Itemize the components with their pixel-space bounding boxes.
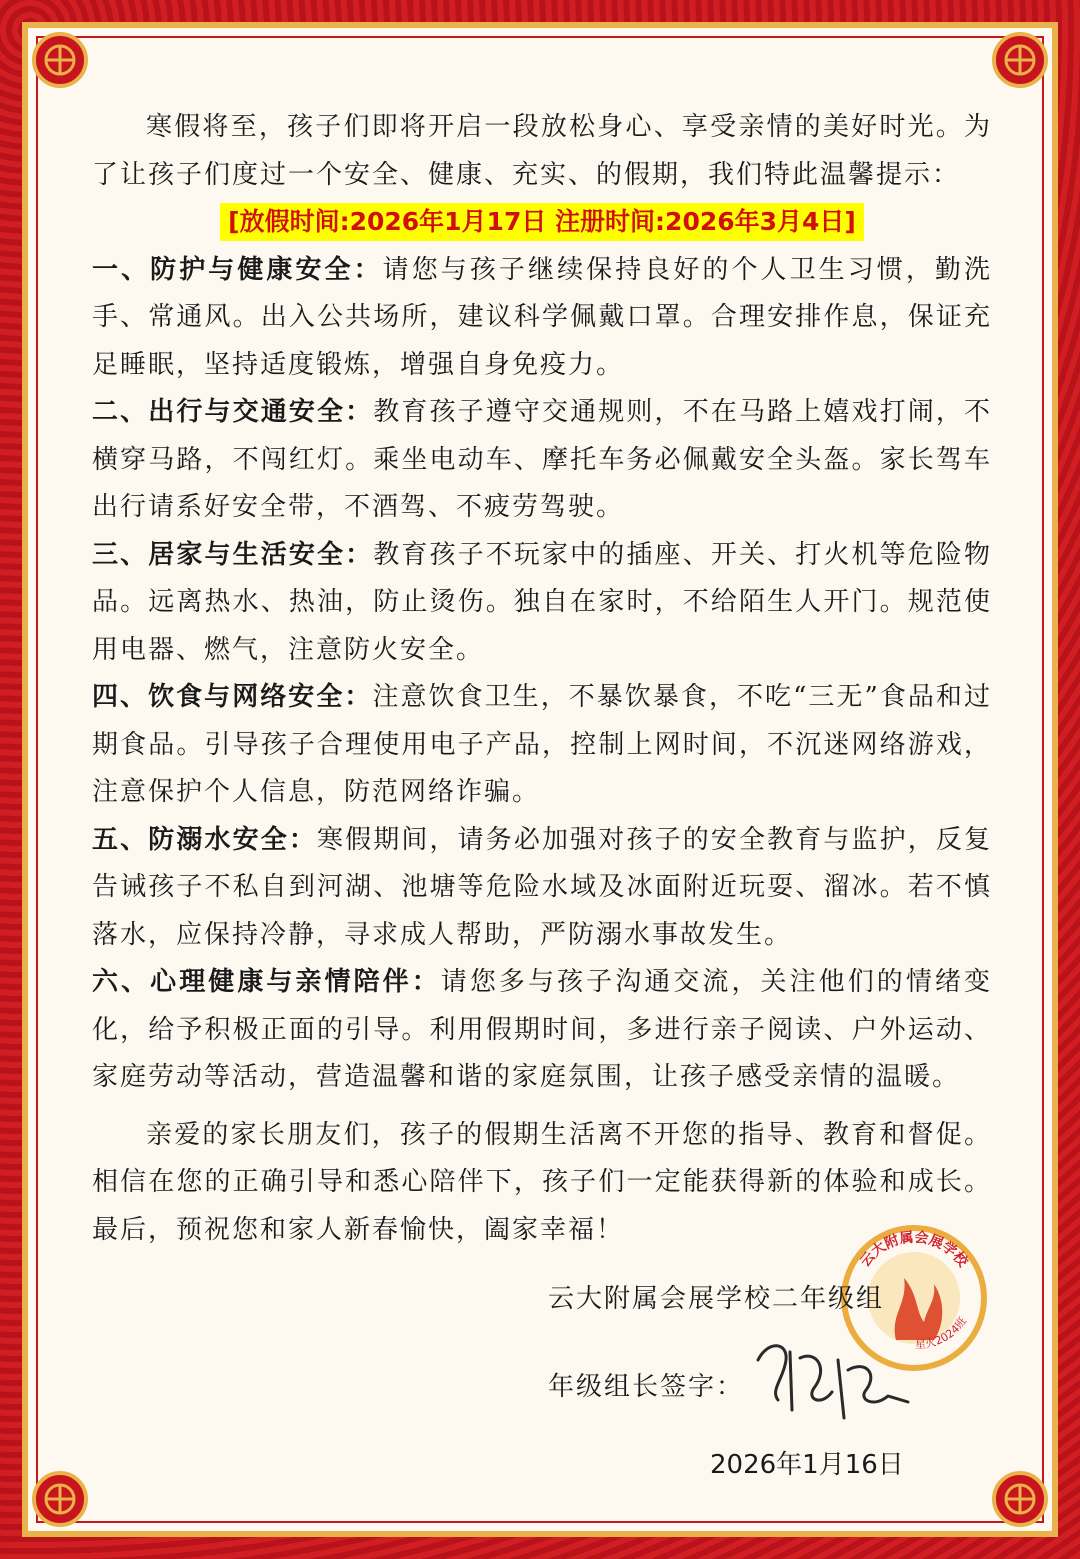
corner-ornament-icon <box>28 1467 92 1531</box>
letter-body <box>92 104 992 1254</box>
section-heading: 六、心理健康与亲情陪伴： <box>92 967 441 997</box>
section-body: 注意饮食卫生，不暴饮暴食，不吃“三无”食品和过期食品。引导孩子合理使用电子产品，控制上网时间，不沉迷网络游戏，注意保护个人信息，防范网络诈骗。 <box>92 682 992 807</box>
section-1 <box>92 247 992 390</box>
corner-ornament-icon <box>988 28 1052 92</box>
letter-date: 2026年1月16日 <box>710 1450 904 1480</box>
section-3 <box>92 532 992 675</box>
section-heading: 三、居家与生活安全： <box>92 539 374 570</box>
signature-label: 年级组长签字： <box>548 1372 745 1402</box>
section-body: 请您与孩子继续保持良好的个人卫生习惯，勤洗手、常通风。出入公共场所，建议科学佩戴口罩。合理安排作息，保证充足睡眠，坚持适度锻炼，增强自身免疫力。 <box>92 254 992 380</box>
section-2 <box>92 389 992 532</box>
section-heading: 一、防护与健康安全： <box>92 254 383 285</box>
closing-paragraph: 亲爱的家长朋友们，孩子的假期生活离不开您的指导、教育和督促。相信在您的正确引导和悉心陪伴下，孩子们一定能获得新的体验和成长。最后，预祝您和家人新春愉快，阖家幸福！ <box>92 1119 992 1245</box>
svg-text:星火2024班: 星火2024班 <box>914 1314 970 1352</box>
section-heading: 二、出行与交通安全： <box>92 397 374 427</box>
organization-name: 云大附属会展学校二年级组 <box>548 1284 885 1314</box>
intro-paragraph: 寒假将至，孩子们即将开启一段放松身心、享受亲情的美好时光。为了让孩子们度过一个安全、健康、充实、的假期，我们特此温馨提示： <box>92 112 992 190</box>
section-heading: 五、防溺水安全： <box>92 824 318 855</box>
section-heading: 四、饮食与网络安全： <box>92 682 373 712</box>
section-4 <box>92 674 992 817</box>
svg-text:云大附属会展学校: 云大附属会展学校 <box>857 1229 971 1271</box>
dates-banner-row <box>92 199 992 247</box>
corner-ornament-icon <box>988 1467 1052 1531</box>
section-6 <box>92 959 992 1102</box>
section-body: 教育孩子遵守交通规则，不在马路上嬉戏打闹，不横穿马路，不闯红灯。乘坐电动车、摩托车务必佩戴安全头盔。家长驾车出行请系好安全带，不酒驾、不疲劳驾驶。 <box>92 397 992 522</box>
section-body: 教育孩子不玩家中的插座、开关、打火机等危险物品。远离热水、热油，防止烫伤。独自在家时，不给陌生人开门。规范使用电器、燃气，注意防火安全。 <box>92 539 992 665</box>
corner-ornament-icon <box>28 28 92 92</box>
section-5 <box>92 817 992 960</box>
handwritten-signature <box>748 1330 918 1430</box>
dates-banner: [放假时间:2026年1月17日 注册时间:2026年3月4日] <box>220 203 864 241</box>
section-body: 请您多与孩子沟通交流，关注他们的情绪变化，给予积极正面的引导。利用假期时间，多进行亲子阅读、户外运动、家庭劳动等活动，营造温馨和谐的家庭氛围，让孩子感受亲情的温暖。 <box>92 967 992 1092</box>
section-body: 寒假期间，请务必加强对孩子的安全教育与监护，反复告诫孩子不私自到河湖、池塘等危险水域及冰面附近玩耍、溜冰。若不慎落水，应保持冷静，寻求成人帮助，严防溺水事故发生。 <box>92 824 992 950</box>
